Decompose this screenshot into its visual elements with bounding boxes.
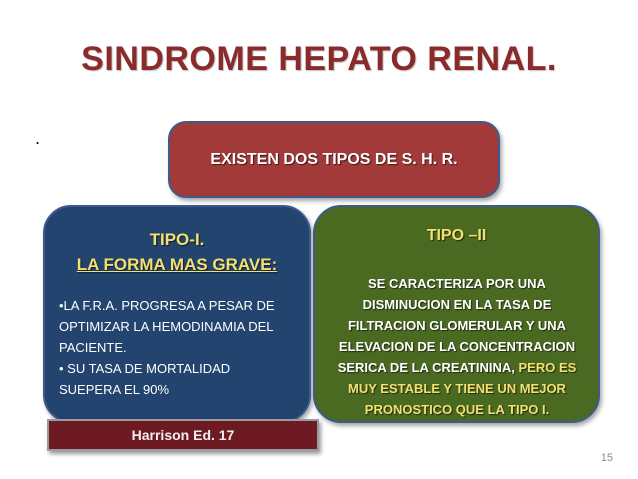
slide-title: SINDROME HEPATO RENAL. (81, 40, 557, 78)
type-two-heading: TIPO –II (426, 227, 487, 244)
type-two-highlight: PERO ES (518, 360, 577, 375)
type-two-box (313, 205, 600, 423)
type-two-line: ELEVACION DE LA CONCENTRACION (338, 339, 576, 354)
type-one-box (43, 205, 311, 423)
type-one-line: •LA F.R.A. PROGRESA A PESAR DE (59, 298, 275, 313)
type-two-line: DISMINUCION EN LA TASA DE (362, 297, 552, 312)
type-one-line: PACIENTE. (59, 340, 127, 355)
type-two-line: FILTRACION GLOMERULAR Y UNA (347, 318, 567, 333)
reference-box (47, 419, 319, 451)
page-number: 15 (600, 452, 613, 464)
type-one-heading (45, 227, 309, 277)
type-one-title: TIPO-I. (149, 230, 205, 249)
types-header-text: EXISTEN DOS TIPOS DE S. H. R. (210, 150, 458, 168)
reference-text: Harrison Ed. 17 (131, 427, 235, 443)
type-one-line: OPTIMIZAR LA HEMODINAMIA DEL (59, 319, 274, 334)
type-one-line: • SU TASA DE MORTALIDAD (59, 361, 231, 376)
type-one-line: SUEPERA EL 90% (59, 382, 170, 397)
bullet-dot: . (35, 128, 41, 148)
type-two-text: SERICA DE LA CREATININA, (337, 360, 519, 375)
type-one-subtitle: LA FORMA MAS GRAVE: (76, 255, 278, 274)
type-one-description (59, 295, 299, 400)
type-two-description (321, 273, 593, 420)
types-header-box (168, 121, 500, 198)
type-two-line: SE CARACTERIZA POR UNA (368, 276, 546, 291)
type-two-highlight-line: MUY ESTABLE Y TIENE UN MEJOR (348, 381, 566, 396)
type-two-line (321, 357, 593, 378)
type-two-highlight-line: PRONOSTICO QUE LA TIPO I. (364, 402, 550, 417)
